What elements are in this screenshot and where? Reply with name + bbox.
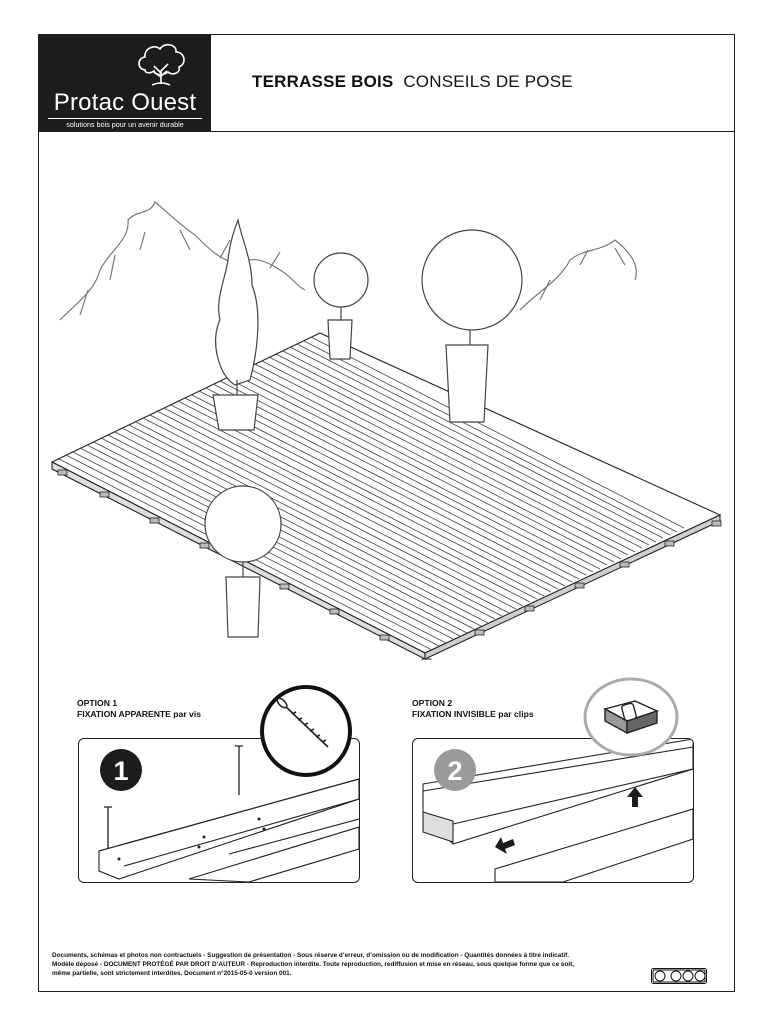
option-1-heading: OPTION 1 <box>77 698 118 708</box>
step-1-number: 1 <box>113 756 129 786</box>
disclaimer-line-3: même partielle, sont strictement interdites. Document n°2015-05-0 version 001. <box>52 970 292 977</box>
footer-disclaimer <box>52 951 712 978</box>
step-2-number: 2 <box>447 756 463 786</box>
page-title <box>252 72 573 92</box>
logo-divider <box>48 118 202 119</box>
step-2-badge <box>434 749 476 791</box>
option-2-subheading: FIXATION INVISIBLE par clips <box>412 709 534 719</box>
brand-logo <box>39 35 211 131</box>
option-2-heading-block <box>412 698 534 720</box>
creative-commons-icon <box>651 968 707 984</box>
tree-icon <box>135 40 189 88</box>
title-bold: TERRASSE BOIS <box>252 72 394 91</box>
clip-icon <box>583 677 679 757</box>
option-1-subheading: FIXATION APPARENTE par vis <box>77 709 201 719</box>
brand-name: Protac Ouest <box>53 89 197 116</box>
step-1-badge <box>100 749 142 791</box>
header-divider <box>38 131 735 132</box>
title-regular: CONSEILS DE POSE <box>403 72 573 91</box>
option-2-heading: OPTION 2 <box>412 698 453 708</box>
screw-icon <box>258 683 354 779</box>
option-2-panel <box>412 738 694 883</box>
brand-tagline: solutions bois pour un avenir durable <box>66 120 184 129</box>
disclaimer-line-2: Modèle déposé - DOCUMENT PROTÉGÉ PAR DROIT D’AUTEUR - Reproduction interdite. Toute reproduction, rediffusion et mise en réseau, sous quelque forme que ce soit, <box>52 961 575 968</box>
clip-fixing-illustration <box>413 739 693 882</box>
option-1-heading-block <box>77 698 201 720</box>
terrace-illustration <box>40 140 730 660</box>
deck <box>52 333 721 660</box>
disclaimer-line-1: Documents, schémas et photos non contractuels - Suggestion de présentation - Sous réserve d’erreur, d’omission ou de modification - Quantités données à titre indicatif. <box>52 952 570 959</box>
